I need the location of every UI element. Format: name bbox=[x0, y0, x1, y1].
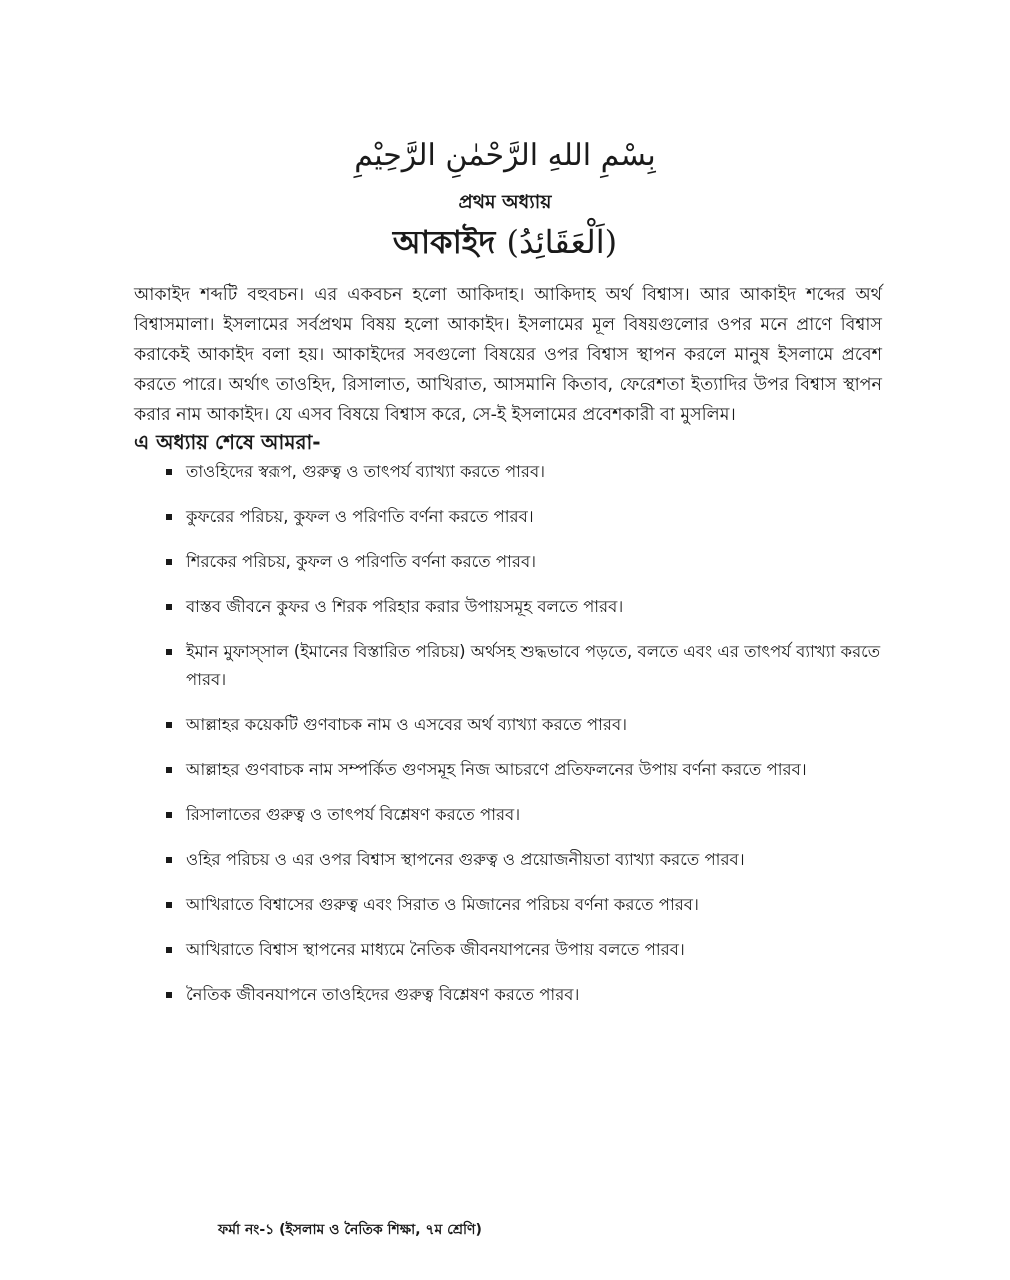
objective-text: আখিরাতে বিশ্বাসের গুরুত্ব এবং সিরাত ও মিজানের পরিচয় বর্ণনা করতে পারব। bbox=[186, 895, 699, 914]
intro-paragraph: আকাইদ শব্দটি বহুবচন। এর একবচন হলো আকিদাহ। আকিদাহ অর্থ বিশ্বাস। আর আকাইদ শব্দের অর্থ বিশ্বাসমালা। ইসলামের সর্বপ্রথম বিষয় হলো আকাইদ। ইসলামের মূল বিষয়গুলোর ওপর মনে প্রাণে বিশ্বাস করাকেই আকাইদ বলা হয়। আকাইদের সবগুলো বিষয়ের ওপর বিশ্বাস স্থাপন করলে মানুষ ইসলামে প্রবেশ করতে পারে। অর্থাৎ তাওহিদ, রিসালাত, আখিরাত, আসমানি কিতাব, ফেরেশতা ইত্যাদির উপর বিশ্বাস স্থাপন করার নাম আকাইদ। যে এসব বিষয়ে বিশ্বাস করে, সে-ই ইসলামের প্রবেশকারী বা মুসলিম। bbox=[134, 285, 882, 425]
list-item bbox=[134, 846, 894, 874]
bullet-icon bbox=[166, 947, 172, 953]
objective-text: আখিরাতে বিশ্বাস স্থাপনের মাধ্যমে নৈতিক জীবনযাপনের উপায় বলতে পারব। bbox=[186, 940, 685, 959]
list-item bbox=[134, 638, 894, 694]
objective-text: বাস্তব জীবনে কুফর ও শিরক পরিহার করার উপায়সমূহ বলতে পারব। bbox=[186, 597, 624, 616]
list-item bbox=[134, 711, 894, 739]
list-item bbox=[134, 458, 894, 486]
objective-text: ইমান মুফাস্সাল (ইমানের বিস্তারিত পরিচয়) অর্থসহ শুদ্ধভাবে পড়তে, বলতে এবং এর তাৎপর্য ব্যাখ্যা করতে পারব। bbox=[186, 642, 881, 689]
page-footer: ফর্মা নং-১ (ইসলাম ও নৈতিক শিক্ষা, ৭ম শ্রেণি) bbox=[218, 1222, 482, 1238]
objective-text: ওহির পরিচয় ও এর ওপর বিশ্বাস স্থাপনের গুরুত্ব ও প্রয়োজনীয়তা ব্যাখ্যা করতে পারব। bbox=[186, 850, 745, 869]
bullet-icon bbox=[166, 722, 172, 728]
chapter-title bbox=[0, 222, 1010, 264]
list-item bbox=[134, 981, 894, 1009]
objective-text: নৈতিক জীবনযাপনে তাওহিদের গুরুত্ব বিশ্লেষণ করতে পারব। bbox=[186, 985, 580, 1004]
objective-text: শিরকের পরিচয়, কুফল ও পরিণতি বর্ণনা করতে পারব। bbox=[186, 552, 537, 571]
bullet-icon bbox=[166, 604, 172, 610]
bullet-icon bbox=[166, 902, 172, 908]
bullet-icon bbox=[166, 857, 172, 863]
bismillah-heading: بِسْمِ اللهِ الرَّحْمٰنِ الرَّحِيْمِ bbox=[354, 138, 656, 173]
objective-text: রিসালাতের গুরুত্ব ও তাৎপর্য বিশ্লেষণ করতে পারব। bbox=[186, 805, 521, 824]
bullet-icon bbox=[166, 767, 172, 773]
bullet-icon bbox=[166, 559, 172, 565]
objectives-list bbox=[134, 458, 894, 1026]
list-item bbox=[134, 756, 894, 784]
list-item bbox=[134, 801, 894, 829]
bullet-icon bbox=[166, 992, 172, 998]
chapter-title-arabic: (اَلْعَقَائِدُ) bbox=[506, 223, 618, 261]
chapter-number: প্রথম অধ্যায় bbox=[458, 191, 552, 213]
bullet-icon bbox=[166, 812, 172, 818]
chapter-title-bengali: আকাইদ bbox=[392, 223, 496, 261]
bullet-icon bbox=[166, 649, 172, 655]
list-item bbox=[134, 593, 894, 621]
list-item bbox=[134, 503, 894, 531]
objective-text: তাওহিদের স্বরূপ, গুরুত্ব ও তাৎপর্য ব্যাখ্যা করতে পারব। bbox=[186, 462, 546, 481]
bullet-icon bbox=[166, 514, 172, 520]
objective-text: কুফরের পরিচয়, কুফল ও পরিণতি বর্ণনা করতে পারব। bbox=[186, 507, 534, 526]
objective-text: আল্লাহর গুণবাচক নাম সম্পর্কিত গুণসমূহ নিজ আচরণে প্রতিফলনের উপায় বর্ণনা করতে পারব। bbox=[186, 760, 807, 779]
objective-text: আল্লাহর কয়েকটি গুণবাচক নাম ও এসবের অর্থ ব্যাখ্যা করতে পারব। bbox=[186, 715, 628, 734]
bullet-icon bbox=[166, 469, 172, 475]
objectives-heading: এ অধ্যায় শেষে আমরা- bbox=[134, 430, 321, 454]
list-item bbox=[134, 891, 894, 919]
list-item bbox=[134, 936, 894, 964]
list-item bbox=[134, 548, 894, 576]
